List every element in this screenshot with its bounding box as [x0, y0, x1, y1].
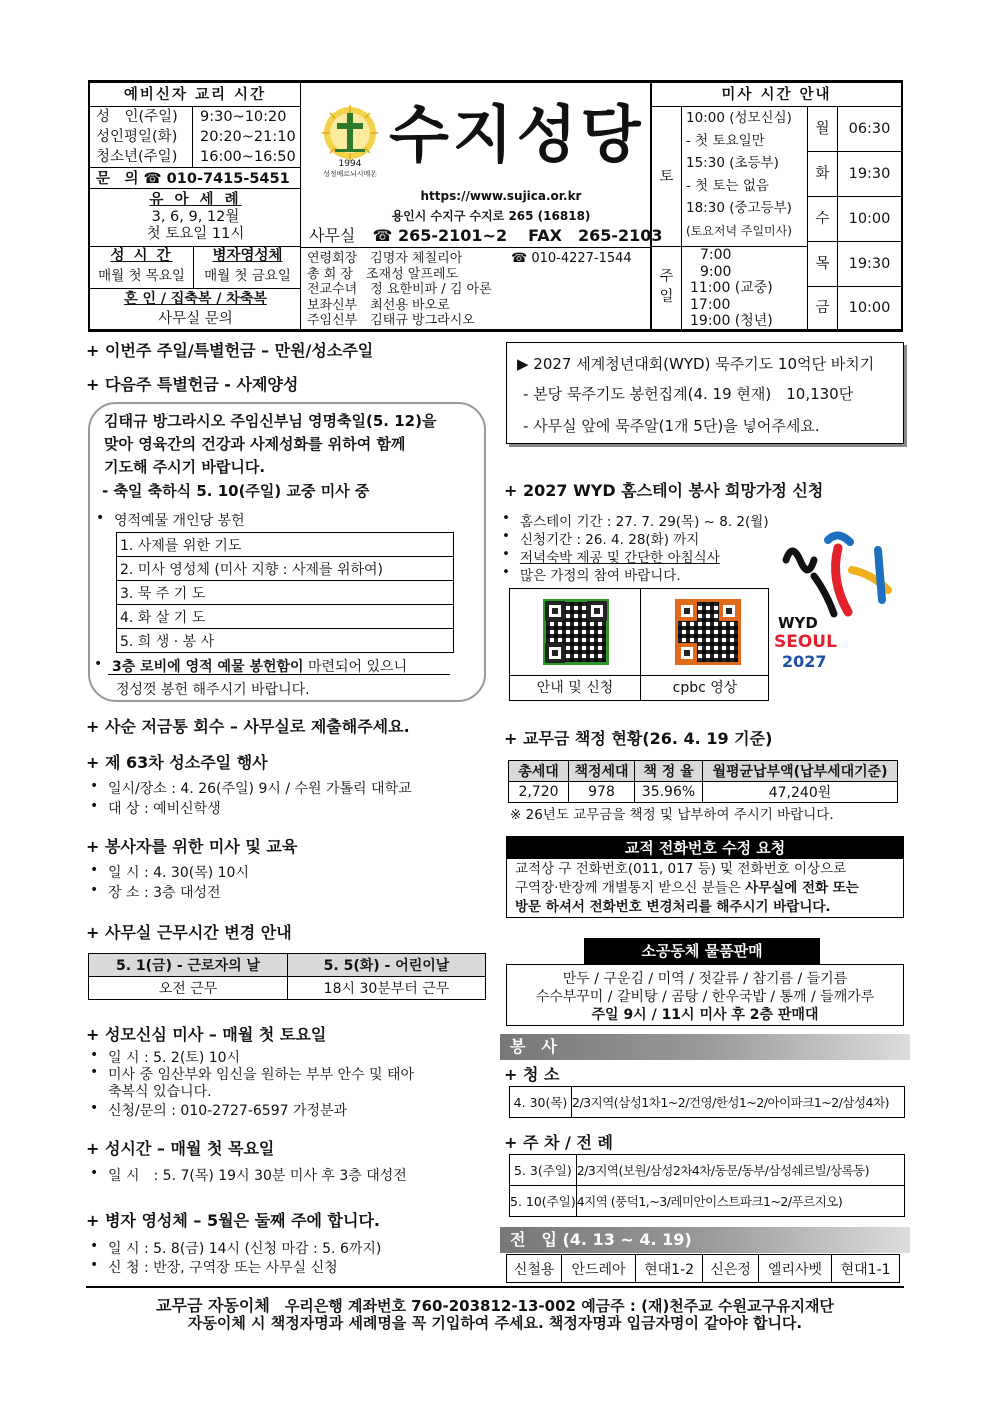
spiritual-offering-list [116, 532, 454, 653]
sunday-masses: 7:00 9:00 11:00 (교중) 17:00 19:00 (청년) [682, 247, 808, 330]
homestay-line: • 신청기간 : 26. 4. 28(화) 까지 [520, 528, 699, 548]
cleaning-title: + 청 소 [504, 1065, 560, 1084]
offering-next-week: + 다음주 특별헌금 - 사제양성 [86, 375, 299, 394]
table-cell: 5. 10(주일) [510, 1186, 577, 1217]
holy-hour-line: • 일 시 : 5. 7(목) 19시 30분 미사 후 3층 대성전 [108, 1165, 407, 1185]
catechism-title: 예비신자 교리 시간 [90, 83, 300, 107]
table-cell: 2/3지역(보원/삼성2차4차/동문/동부/삼성쉐르빌/상록동) [576, 1155, 904, 1186]
catechism-row: 성 인(주일) 9:30~10:20 [90, 107, 301, 127]
market-line: 수수부꾸미 / 갈비탕 / 곰탕 / 한우국밥 / 통깨 / 들깨가루 [535, 989, 875, 1005]
table-header: 5. 1(금) - 근로자의 날 [89, 954, 288, 977]
offering-box-note2: 정성껏 봉헌 해주시기 바랍니다. [116, 682, 310, 698]
marian-line: • 신청/문의 : 010-2727-6597 가정분과 [108, 1100, 347, 1120]
rosary-line: - 본당 묵주기도 봉헌집계(4. 19 현재) 10,130단 [523, 385, 854, 403]
service-bar: 봉 사 [500, 1034, 910, 1060]
weekday-masses: 월 06:30 화 19:30 수 10:00 목 19:30 금 10:00 [808, 107, 901, 330]
table-cell: 35.96% [635, 782, 703, 803]
footer-line2: 자동이체 시 책정자명과 세례명을 꼭 기입하여 주세요. 책정자명과 입금자명이 같아야 합니다. [187, 1314, 803, 1332]
homestay-line: • 홈스테이 기간 : 27. 7. 29(목) ~ 8. 2(월) [520, 510, 769, 530]
table-header: 책 정 율 [635, 761, 703, 782]
saturday-label: 토 [652, 107, 682, 247]
table-cell: 안드레아 [562, 1255, 635, 1283]
spiritual-offering: • 영적예물 개인당 봉헌 [114, 510, 245, 530]
header [88, 80, 903, 332]
pledge-title: + 교무금 책정 현황(26. 4. 19 기준) [504, 729, 773, 748]
move-in-bar: 전 입 (4. 13 ~ 4. 19) [500, 1227, 910, 1253]
qr-video-label: cpbc 영상 [672, 680, 738, 696]
website-link[interactable]: https://www.sujica.or.kr [420, 189, 582, 203]
volunteer-title: + 봉사자를 위한 미사 및 교육 [86, 837, 298, 856]
catechism-row: 청소년(주일) 16:00~16:50 [96, 149, 296, 165]
office-label: 사무실 [309, 226, 356, 245]
footer-divider [86, 1286, 904, 1288]
homestay-title: + 2027 WYD 홈스테이 봉사 희망가정 신청 [504, 481, 824, 500]
table-cell: 4. 30(목) [510, 1087, 572, 1118]
saturday-masses: 10:00 (성모신심) - 첫 토요일만 15:30 (초등부) - 첫 토는 없음 18:30 (중고등부) (토요저녁 주일미사) [682, 107, 808, 247]
offering-box-note: • 3층 로비에 영적 예물 봉헌함이 마련되어 있으니 [112, 656, 407, 676]
table-cell: 5. 3(주일) [510, 1155, 577, 1186]
table-header: 월평균납부액(납부세대기준) [703, 761, 898, 782]
market-title: 소공동체 물품판매 [584, 938, 820, 964]
table-cell: 2,720 [509, 782, 569, 803]
cleaning-table [509, 1086, 905, 1118]
church-logo: 1994 성정베르뇌시메온 [315, 103, 385, 183]
move-in-table [506, 1254, 900, 1283]
office-hours-title: + 사무실 근무시간 변경 안내 [86, 923, 292, 942]
phone-update-box [506, 836, 904, 918]
church-name: 수지성당 [389, 98, 645, 171]
list-item: 4. 화 살 기 도 [117, 605, 454, 629]
vocation-line: • 일시/장소 : 4. 26(주일) 9시 / 수원 가톨릭 대학교 [108, 778, 412, 798]
catechism-row: 성인평일(화) 20:20~21:10 [96, 129, 296, 145]
sick-communion-line: • 신 청 : 반장, 구역장 또는 사무실 신청 [108, 1257, 338, 1277]
table-header: 총세대 [509, 761, 569, 782]
table-cell: 신철용 [507, 1255, 562, 1283]
table-cell: 47,240원 [703, 782, 898, 803]
marian-line: • 미사 중 임산부와 임신을 원하는 부부 안수 및 태아 [108, 1064, 414, 1084]
table-cell: 978 [569, 782, 635, 803]
market-line: 만두 / 구운김 / 미역 / 젓갈류 / 참기름 / 들기름 [562, 971, 848, 987]
mass-times [652, 83, 901, 330]
piggy-bank-notice: + 사순 저금통 회수 – 사무실로 제출해주세요. [86, 717, 410, 736]
table-cell: 오전 근무 [89, 977, 288, 1000]
holy-hour-title: + 성시간 – 매월 첫 목요일 [86, 1139, 275, 1158]
list-item: 3. 묵 주 기 도 [117, 581, 454, 605]
table-cell: 엘리사벳 [758, 1255, 831, 1283]
table-cell: 현대1-1 [832, 1255, 900, 1283]
office-hours-table [88, 953, 486, 1000]
church-info [301, 83, 663, 330]
market-box [506, 964, 904, 1026]
table-cell: 18시 30분부터 근무 [288, 977, 486, 1000]
wyd-logo-icon [778, 530, 900, 620]
table-cell: 현대1-2 [635, 1255, 703, 1283]
parking-title: + 주 차 / 전 례 [504, 1133, 613, 1152]
table-header: 5. 5(화) - 어린이날 [288, 954, 486, 977]
list-item: 1. 사제를 위한 기도 [117, 533, 454, 557]
staff-roles: 연령회장 김명자 체칠리아 총 회 장 조재성 알프레도 전교수녀 정 요한비파 / 김 아론 보좌신부 최선용 바오로 주임신부 김태규 방그라시오 [307, 251, 492, 328]
rosary-line: ▶ 2027 세계청년대회(WYD) 묵주기도 10억단 바치기 [517, 355, 875, 373]
phone-update-title: 교적 전화번호 수정 요청 [507, 837, 903, 859]
office-phone: ☎ 265-2101~2 [372, 226, 508, 245]
homestay-line: • 많은 가정의 참여 바랍니다. [520, 564, 681, 584]
offering-this-week: + 이번주 주일/특별헌금 – 만원/성소주일 [86, 341, 374, 360]
vocation-title: + 제 63차 성소주일 행사 [86, 753, 268, 772]
wyd-logo: WYD SEOUL 2027 [778, 530, 900, 672]
list-item: 2. 미사 영성체 (미사 지향 : 사제를 위하여) [117, 557, 454, 581]
church-address: 용인시 수지구 수지로 265 (16818) [391, 209, 591, 223]
catechism-contact: 문 의 ☎ 010-7415-5451 [90, 167, 301, 189]
volunteer-line: • 장 소 : 3층 대성전 [108, 882, 221, 902]
staff-list [301, 247, 650, 330]
vocation-line: • 대 상 : 예비신학생 [108, 798, 221, 818]
feast-box [88, 402, 486, 702]
mass-times-title: 미사 시간 안내 [652, 83, 901, 107]
table-cell: 2/3지역(삼성1차1~2/건영/한성1~2/아이파크1~2/삼성4차) [572, 1087, 905, 1118]
qr-signup-icon[interactable] [543, 599, 609, 665]
rosary-line: - 사무실 앞에 묵주알(1개 5단)을 넣어주세요. [523, 417, 820, 435]
pledge-table [508, 760, 898, 803]
homestay-line: • 저녁숙박 제공 및 간단한 아침식사 [520, 546, 720, 566]
marian-line: 축복식 있습니다. [108, 1084, 212, 1100]
market-line: 주일 9시 / 11시 미사 후 2층 판매대 [591, 1007, 819, 1023]
rosary-box [506, 342, 904, 444]
sick-communion-title: + 병자 영성체 – 5월은 둘째 주에 합니다. [86, 1211, 380, 1230]
qr-signup-label: 안내 및 신청 [536, 680, 614, 696]
pledge-note: ※ 26년도 교무금을 책정 및 납부하여 주시기 바랍니다. [510, 807, 834, 823]
office-fax: FAX 265-2103 [528, 226, 663, 245]
marian-line: • 일 시 : 5. 2(토) 10시 [108, 1047, 240, 1067]
qr-codes [509, 588, 769, 701]
office-contact [309, 223, 663, 246]
table-cell: 4지역 (풍덕1,~3/레미안이스트파크1~2/푸르지오) [576, 1186, 904, 1217]
feast-mass: - 축일 축하식 5. 10(주일) 교중 미사 중 [102, 482, 370, 500]
sick-communion-line: • 일 시 : 5. 8(금) 14시 (신청 마감 : 5. 6까지) [108, 1238, 381, 1258]
staff-phone: ☎ 010-4227-1544 [511, 251, 632, 266]
phone-update-text: 교적상 구 전화번호(011, 017 등) 및 전화번호 이상으로 구역장·반장께 개별통지 받으신 분들은 사무실에 전화 또는 방문 하셔서 전화번호 변경처리를 해주시기 바랍니다. [515, 861, 859, 915]
infant-baptism: 유 아 세 례 3, 6, 9, 12월 첫 토요일 11시 [90, 189, 301, 247]
qr-video-icon[interactable] [675, 599, 741, 665]
marian-title: + 성모신심 미사 – 매월 첫 토요일 [86, 1025, 327, 1044]
volunteer-line: • 일 시 : 4. 30(목) 10시 [108, 862, 249, 882]
marriage-info: 혼 인 / 집축복 / 차축복 사무실 문의 [124, 291, 267, 327]
feast-text: 김태규 방그라시오 주임신부님 영명축일(5. 12)을 맞아 영육간의 건강과 사제성화를 위하여 함께 기도해 주시기 바랍니다. [104, 412, 437, 476]
confession-sick: 성 시 간 매월 첫 목요일 병자영성체 매월 첫 금요일 [90, 247, 301, 289]
footer-line1: 교무금 자동이체 우리은행 계좌번호 760-203812-13-002 예금주 : (재)천주교 수원교구유지재단 [156, 1296, 834, 1315]
list-item: 5. 희 생 · 봉 사 [117, 629, 454, 653]
sunday-label: 주 일 [652, 247, 682, 330]
parking-table [509, 1154, 905, 1217]
table-header: 책정세대 [569, 761, 635, 782]
table-cell: 신은정 [703, 1255, 758, 1283]
catechism-info [90, 83, 301, 330]
